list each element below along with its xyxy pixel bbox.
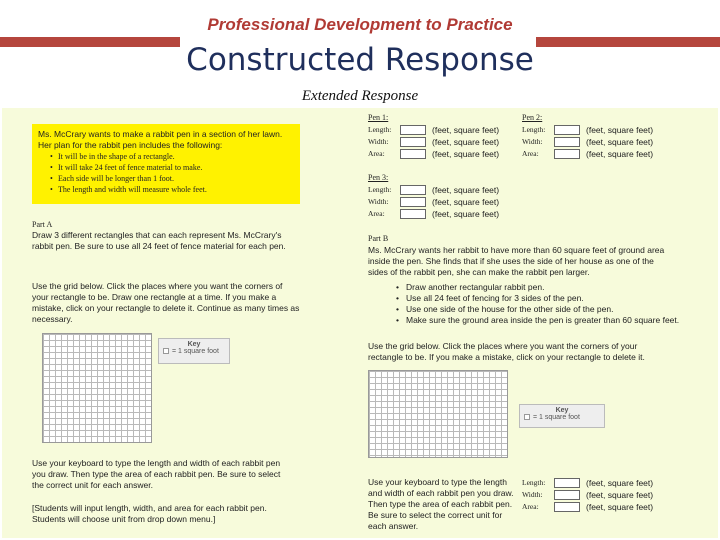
pen-3-area-row [368,208,499,219]
pen-1-length-row [368,124,499,135]
pen-3-width-row [368,196,499,207]
pen-3-area-input[interactable] [400,209,426,219]
part-a-input-instructions: Use your keyboard to type the length and width of each rabbit pen you draw. Then type the area of each rabbit pen. Be sure to select the correct unit for each answer. [32,458,281,490]
unit-label[interactable]: (feet, square feet) [432,184,500,195]
section-title: Extended Response [301,88,419,104]
prompt-box [32,124,300,204]
field-label: Width: [368,197,389,206]
part-a-text: Draw 3 different rectangles that can each represent Ms. McCrary's rabbit pen. Be sure to use all 24 feet of fence material for each pen. [32,230,286,251]
prompt-text: Ms. McCrary wants to make a rabbit pen in a section of her lawn. Her plan for the rabbit pen includes the following: [38,129,283,150]
part-b-bullet: • Make sure the ground area inside the pen is greater than 60 square feet. [396,315,696,326]
field-label: Area: [368,149,385,158]
part-b-length-input[interactable] [554,478,580,488]
part-b-input-instructions: Use your keyboard to type the length and width of each rabbit pen you draw. Then type the area of each rabbit pen. Be sure to select the correct unit for each answer. [368,477,514,531]
part-b-label: Part B [368,234,389,243]
square-icon [163,348,169,354]
key-title: Key [187,341,201,348]
part-b-key [519,404,605,428]
field-label: Width: [522,490,543,499]
pen-1-length-input[interactable] [400,125,426,135]
unit-label[interactable]: (feet, square feet) [586,477,654,488]
pen-1-area-row [368,148,499,159]
pen-3-length-input[interactable] [400,185,426,195]
part-b-area-row [522,501,653,512]
prompt-bullet: • The length and width will measure whole feet. [60,184,294,195]
part-a-grid[interactable] [42,333,152,443]
part-b-text: Ms. McCrary wants her rabbit to have more than 60 square feet of ground area inside the pen. She finds that if she uses the side of her house as one of the sides of the rabbit pen, she can make the rabbit pen larger. [368,245,665,277]
part-b-instructions: Use the grid below. Click the places where you want the corners of your rectangle to be. If you make a mistake, click on your rectangle to delete it. [368,341,645,362]
pen-1-width-input[interactable] [400,137,426,147]
unit-label[interactable]: (feet, square feet) [586,136,654,147]
part-b-grid[interactable] [368,370,508,458]
pen-3-title: Pen 3: [368,173,389,182]
field-label: Width: [522,137,543,146]
part-b-bullets [396,282,696,326]
unit-label[interactable]: (feet, square feet) [432,124,500,135]
pen-1-area-input[interactable] [400,149,426,159]
pen-2-length-row [522,124,653,135]
prompt-bullet: • It will be in the shape of a rectangle. [60,151,294,162]
prompt-bullet: • Each side will be longer than 1 foot. [60,173,294,184]
part-b-bullet: • Use one side of the house for the other side of the pen. [396,304,696,315]
unit-label[interactable]: (feet, square feet) [586,489,654,500]
pen-2-length-input[interactable] [554,125,580,135]
field-label: Width: [368,137,389,146]
pen-1-width-row [368,136,499,147]
key-legend: = 1 square foot [172,348,219,355]
part-a-instructions: Use the grid below. Click the places where you want the corners of your rectangle to be. Draw one rectangle at a time. If you make a mistake, click on your rectangle to delete it. Continue as many times as necessary. [32,281,300,324]
pen-2-title: Pen 2: [522,113,543,122]
field-label: Length: [368,125,392,134]
unit-label[interactable]: (feet, square feet) [432,196,500,207]
key-title: Key [555,407,569,414]
field-label: Length: [522,125,546,134]
pen-3-width-input[interactable] [400,197,426,207]
prompt-bullets [60,151,294,195]
field-label: Area: [522,149,539,158]
part-b-bullet: • Use all 24 feet of fencing for 3 sides of the pen. [396,293,696,304]
unit-label[interactable]: (feet, square feet) [586,148,654,159]
field-label: Area: [522,502,539,511]
pen-3-length-row [368,184,499,195]
part-b-length-row [522,477,653,488]
pen-2-width-row [522,136,653,147]
pen-2-area-input[interactable] [554,149,580,159]
key-legend: = 1 square foot [533,414,580,421]
field-label: Length: [522,478,546,487]
part-a-label: Part A [32,220,53,229]
part-b-area-input[interactable] [554,502,580,512]
unit-label[interactable]: (feet, square feet) [432,208,500,219]
field-label: Area: [368,209,385,218]
part-b-width-input[interactable] [554,490,580,500]
part-a-key [158,338,230,364]
field-label: Length: [368,185,392,194]
page-title: Constructed Response [186,42,534,78]
unit-label[interactable]: (feet, square feet) [432,136,500,147]
unit-label[interactable]: (feet, square feet) [586,124,654,135]
part-b-width-row [522,489,653,500]
header-subtitle: Professional Development to Practice [207,15,513,34]
square-icon [524,414,530,420]
prompt-bullet: • It will take 24 feet of fence material to make. [60,162,294,173]
part-b-bullet: • Draw another rectangular rabbit pen. [396,282,696,293]
pen-2-width-input[interactable] [554,137,580,147]
pen-1-title: Pen 1: [368,113,389,122]
pen-2-area-row [522,148,653,159]
unit-label[interactable]: (feet, square feet) [432,148,500,159]
part-a-note: [Students will input length, width, and area for each rabbit pen. Students will choose unit from drop down menu.] [32,503,267,524]
unit-label[interactable]: (feet, square feet) [586,501,654,512]
